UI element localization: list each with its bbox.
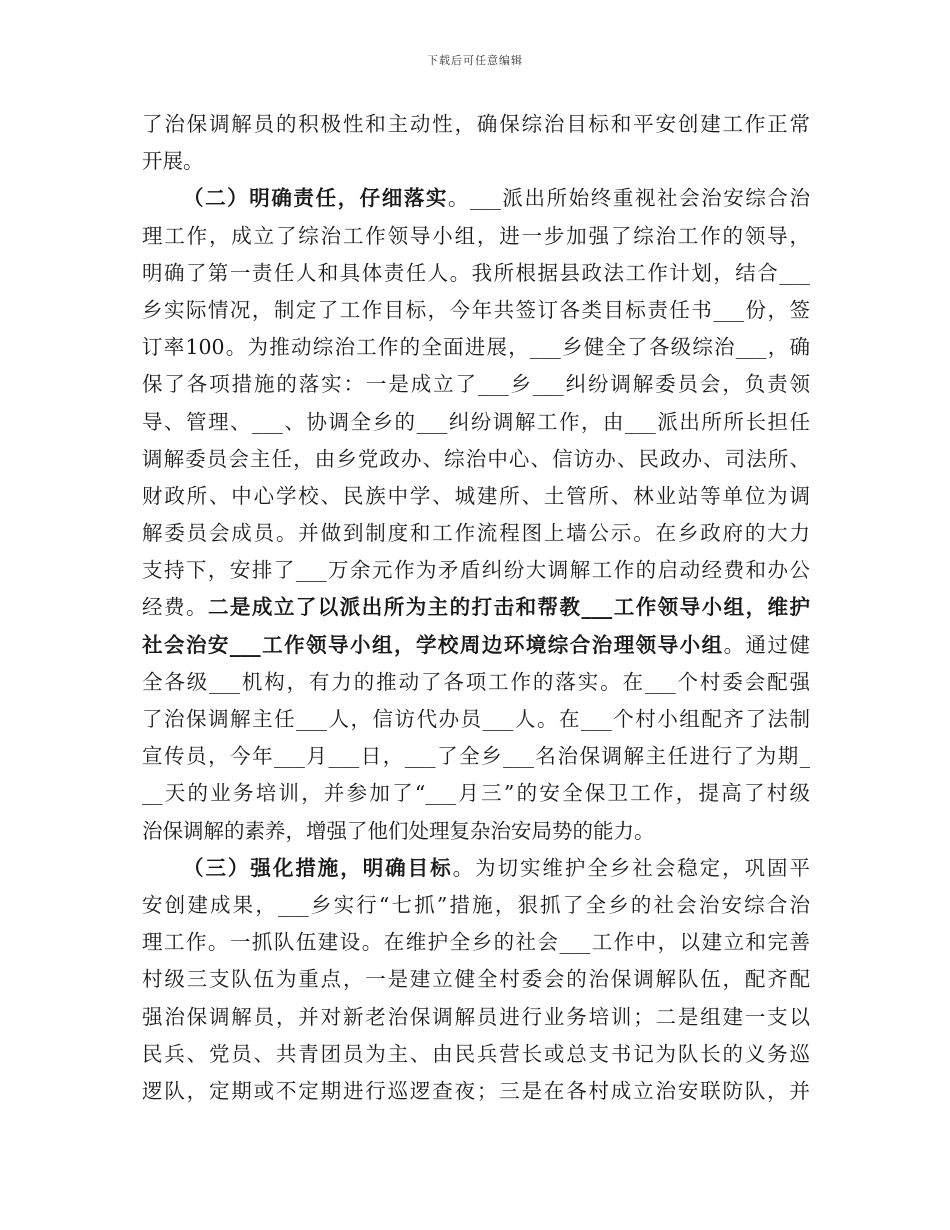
text-segment: 支持下，安排了___万余元作为矛盾纠纷大调解工作的启动经费和办公	[142, 558, 810, 583]
text-line	[142, 589, 810, 626]
text-segment: 导、管理、___、协调全乡的___纠纷调解工作，由___派出所所长担任	[142, 409, 810, 434]
text-line	[142, 180, 810, 217]
text-segment: 全各级___机构，有力的推动了各项工作的落实。在___个村委会配强	[142, 669, 810, 694]
text-segment: 解委员会成员。并做到制度和工作流程图上墙公示。在乡政府的大力	[142, 521, 810, 546]
text-line	[142, 515, 810, 552]
text-line	[142, 218, 810, 255]
bold-text-segment: （二）明确责任，仔细落实	[183, 186, 448, 211]
text-line	[142, 404, 810, 441]
text-line	[142, 627, 810, 664]
text-line	[142, 329, 810, 366]
text-segment: 调解委员会主任，由乡党政办、综治中心、信访办、民政办、司法所、	[142, 446, 810, 471]
text-line	[142, 1073, 810, 1110]
text-segment: 治保调解的素养，增强了他们处理复杂治安局势的能力。	[142, 818, 655, 843]
text-segment: 。通过健	[723, 632, 811, 657]
text-segment: 。___派出所始终重视社会治安综合治	[448, 186, 810, 211]
text-segment: 强治保调解员，并对新老治保调解员进行业务培训；二是组建一支以	[142, 1004, 810, 1029]
text-line	[142, 775, 810, 812]
text-segment: 财政所、中心学校、民族中学、城建所、土管所、林业站等单位为调	[142, 483, 810, 508]
page-header: 下载后可任意编辑	[427, 54, 523, 67]
text-segment: 了治保调解员的积极性和主动性，确保综治目标和平安创建工作正常	[142, 112, 810, 136]
text-segment: 乡实际情况，制定了工作目标，今年共签订各类目标责任书___份，签	[142, 297, 810, 322]
text-segment: 保了各项措施的落实：一是成立了___乡___纠纷调解委员会，负责领	[142, 372, 810, 397]
text-segment: 订率100。为推动综治工作的全面进展，___乡健全了各级综治___，确	[142, 335, 810, 360]
text-line	[142, 255, 810, 292]
text-line	[142, 999, 810, 1036]
text-line	[142, 664, 810, 701]
document-body	[142, 106, 810, 1110]
text-line	[142, 441, 810, 478]
text-line	[142, 1036, 810, 1073]
text-line	[142, 701, 810, 738]
text-line	[142, 850, 810, 887]
text-line	[142, 887, 810, 924]
text-line	[142, 813, 810, 850]
text-segment: 安创建成果，___乡实行“七抓”措施，狠抓了全乡的社会治安综合治	[142, 892, 810, 917]
text-segment: 经费。	[142, 595, 208, 620]
text-line	[142, 106, 810, 143]
text-line	[142, 961, 810, 998]
text-segment: 逻队，定期或不定期进行巡逻查夜；三是在各村成立治安联防队，并	[142, 1078, 810, 1103]
text-segment: 明确了第一责任人和具体责任人。我所根据县政法工作计划，结合___	[142, 260, 810, 285]
bold-text-segment: （三）强化措施，明确目标	[183, 855, 453, 880]
text-segment: 理工作。一抓队伍建设。在维护全乡的社会___工作中，以建立和完善	[142, 930, 810, 955]
text-segment: 宣传员，今年___月___日，___了全乡___名治保调解主任进行了为期_	[142, 744, 810, 769]
text-segment: 民兵、党员、共青团员为主、由民兵营长或总支书记为队长的义务巡	[142, 1041, 810, 1066]
text-line	[142, 143, 810, 180]
text-line	[142, 366, 810, 403]
bold-text-segment: 二是成立了以派出所为主的打击和帮教___工作领导小组，维护	[207, 595, 811, 620]
text-segment: 。为切实维护全乡社会稳定，巩固平	[452, 855, 811, 880]
text-line	[142, 738, 810, 775]
text-line	[142, 924, 810, 961]
text-line	[142, 292, 810, 329]
text-segment: 村级三支队伍为重点，一是建立健全村委会的治保调解队伍，配齐配	[142, 967, 810, 992]
text-line	[142, 478, 810, 515]
text-segment: 理工作，成立了综治工作领导小组，进一步加强了综治工作的领导，	[142, 223, 810, 248]
bold-text-segment: 社会治安___工作领导小组，学校周边环境综合治理领导小组	[142, 632, 724, 657]
text-segment: 开展。	[142, 149, 204, 174]
text-segment: __天的业务培训，并参加了“___月三”的安全保卫工作，提高了村级	[142, 781, 810, 806]
text-segment: 了治保调解主任___人，信访代办员___人。在___个村小组配齐了法制	[142, 707, 810, 731]
text-line	[142, 552, 810, 589]
